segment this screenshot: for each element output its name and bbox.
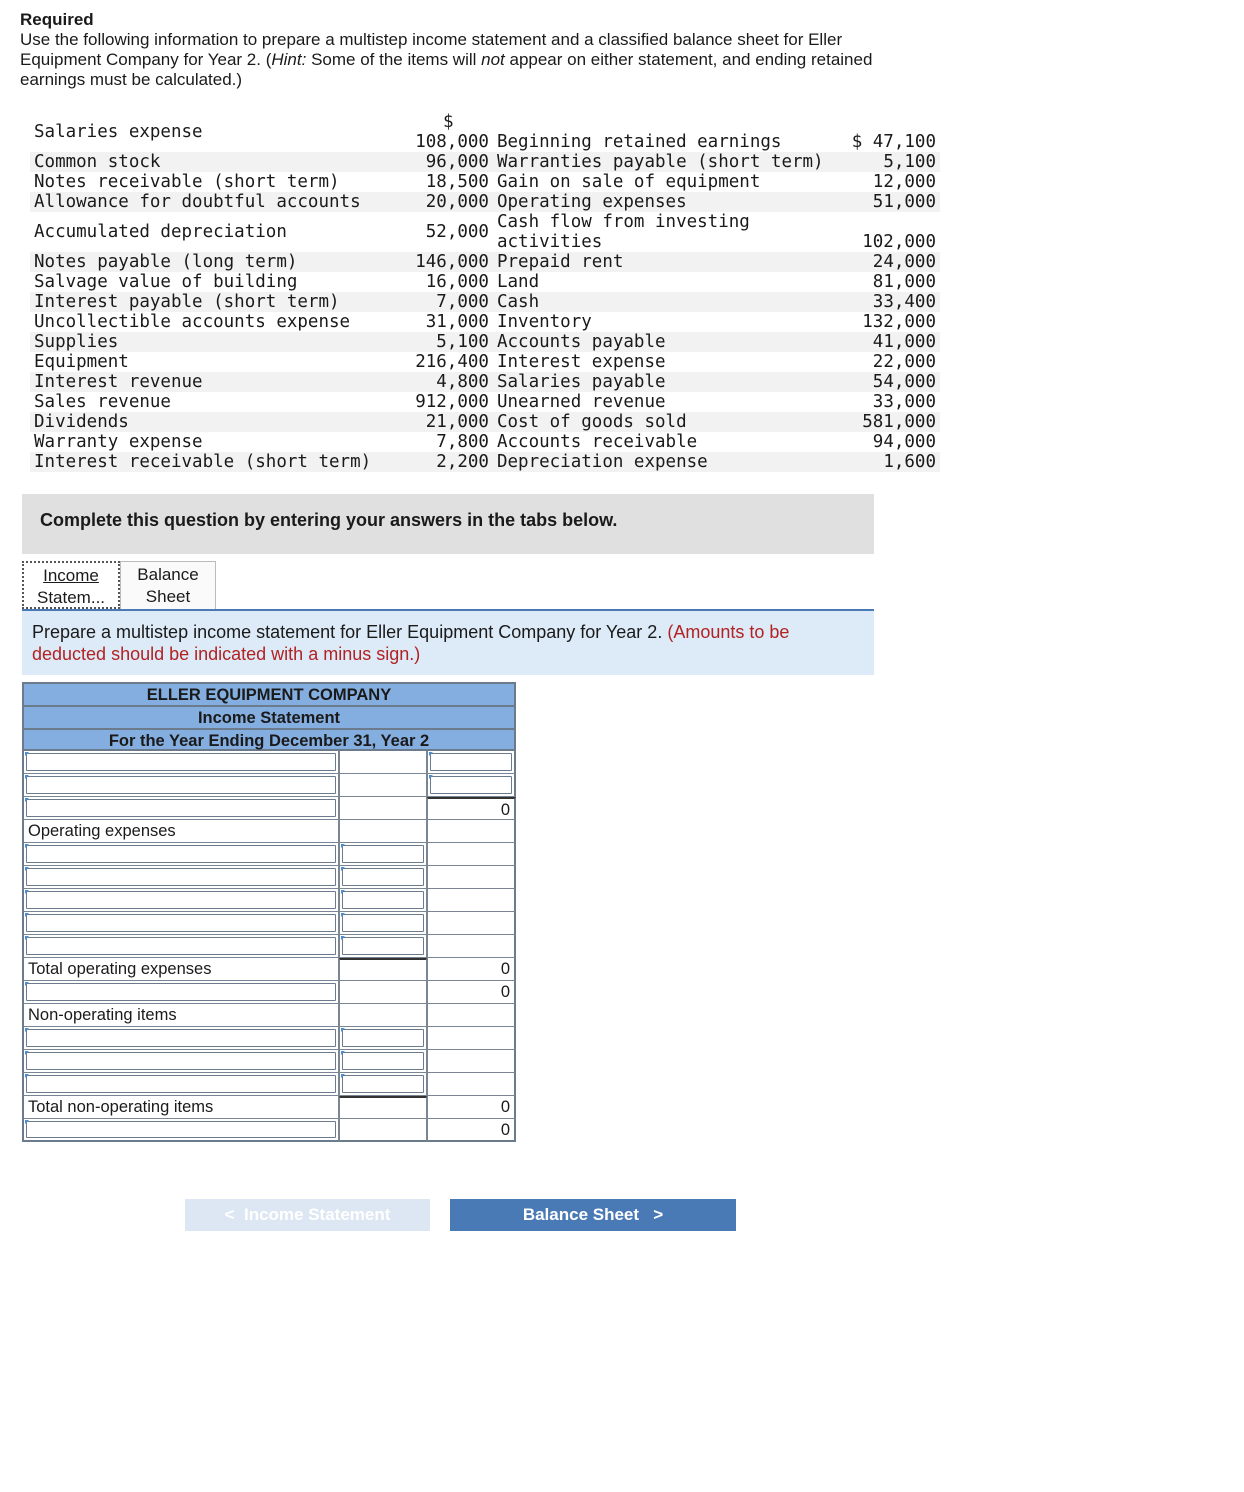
statement-period: For the Year Ending December 31, Year 2 (22, 728, 516, 751)
item-amount: 21,000 (404, 412, 493, 432)
account-cell (22, 1050, 339, 1073)
account-items-table (30, 112, 940, 472)
items-row (30, 192, 940, 212)
currency-symbol: $ (443, 112, 454, 132)
item-name: Interest receivable (short term) (30, 452, 404, 472)
item-name: Salvage value of building (34, 272, 298, 292)
item-amount: 41,000 (846, 332, 940, 352)
item-name: Gain on sale of equipment (496, 172, 761, 192)
amount-cell (427, 843, 516, 866)
account-input[interactable] (26, 845, 336, 863)
account-cell (22, 1096, 339, 1119)
amount-cell (427, 1119, 516, 1142)
statement-title: Income Statement (22, 705, 516, 728)
item-amount-value: 108,000 (415, 132, 489, 152)
items-row (30, 152, 940, 172)
statement-row (22, 751, 516, 774)
account-cell (22, 820, 339, 843)
amount-input[interactable] (430, 776, 512, 794)
tab-balance-sheet-line1: Balance (137, 565, 199, 584)
row-label: Total operating expenses (28, 960, 212, 978)
item-amount: 2,200 (404, 452, 493, 472)
item-name: Common stock (30, 152, 404, 172)
amount-cell (339, 797, 427, 820)
item-name: Accounts payable (493, 332, 846, 352)
item-amount: 4,800 (404, 372, 493, 392)
amount-cell (339, 912, 427, 935)
statement-row (22, 1119, 516, 1142)
item-amount: 24,000 (846, 252, 940, 272)
amount-cell (427, 866, 516, 889)
computed-total: 0 (500, 983, 510, 1001)
amount-input[interactable] (342, 937, 424, 955)
item-amount: 5,100 (404, 332, 493, 352)
amount-cell (427, 1004, 516, 1027)
item-amount: 94,000 (872, 432, 936, 452)
item-amount: 51,000 (846, 192, 940, 212)
amount-cell (427, 889, 516, 912)
account-input[interactable] (26, 1075, 336, 1093)
item-name: Accounts receivable (496, 432, 698, 452)
item-amount: 33,000 (872, 392, 936, 412)
item-amount (404, 112, 493, 152)
amount-cell (339, 1004, 427, 1027)
amount-cell (427, 820, 516, 843)
account-cell (22, 889, 339, 912)
amount-cell (339, 843, 427, 866)
item-name: Cost of goods sold (493, 412, 846, 432)
account-input[interactable] (26, 753, 336, 771)
amount-cell (339, 1119, 427, 1142)
items-row (30, 372, 940, 392)
item-name: Interest expense (496, 352, 666, 372)
item-name: Cash flow from investing activities (496, 212, 750, 252)
amount-input[interactable] (342, 1075, 424, 1093)
item-amount: 7,000 (404, 292, 493, 312)
row-label: Operating expenses (28, 822, 176, 840)
item-name: Notes payable (long term) (30, 252, 404, 272)
items-row (30, 212, 940, 252)
statement-row (22, 774, 516, 797)
statement-row (22, 820, 516, 843)
statement-row (22, 1004, 516, 1027)
next-tab-label: Balance Sheet (522, 1205, 640, 1224)
amount-cell (427, 751, 516, 774)
prev-tab-button[interactable]: < Income Statement (185, 1199, 430, 1231)
statement-row (22, 1073, 516, 1096)
statement-row (22, 1050, 516, 1073)
item-name: Depreciation expense (493, 452, 846, 472)
items-row (30, 392, 940, 412)
amount-input[interactable] (342, 845, 424, 863)
amount-cell (339, 935, 427, 958)
amount-cell (339, 1073, 427, 1096)
item-name: Cash (493, 292, 846, 312)
item-amount: 96,000 (404, 152, 493, 172)
account-input[interactable] (26, 983, 336, 1001)
item-name: Unearned revenue (496, 392, 666, 412)
amount-cell (339, 981, 427, 1004)
item-name: Sales revenue (34, 392, 171, 412)
account-input[interactable] (26, 1121, 336, 1138)
tab-balance-sheet[interactable] (120, 561, 216, 609)
account-cell (22, 935, 339, 958)
computed-total: 0 (500, 1098, 510, 1116)
amount-input[interactable] (342, 914, 424, 932)
items-row (30, 172, 940, 192)
amount-input[interactable] (342, 1052, 424, 1070)
tab-income-statement-line2: Statem... (36, 588, 106, 607)
row-label: Total non-operating items (28, 1098, 214, 1116)
item-name: Dividends (30, 412, 404, 432)
computed-total: 0 (500, 1121, 510, 1139)
item-amount: 146,000 (404, 252, 493, 272)
statement-row (22, 935, 516, 958)
account-input[interactable] (26, 1029, 336, 1047)
tab-income-statement[interactable] (22, 561, 120, 609)
account-input[interactable] (26, 799, 336, 817)
account-cell (22, 1073, 339, 1096)
account-cell (22, 1027, 339, 1050)
amount-cell (339, 820, 427, 843)
account-input[interactable] (26, 914, 336, 932)
item-name: Equipment (34, 352, 129, 372)
item-name: Uncollectible accounts expense (34, 312, 351, 332)
item-amount: 581,000 (846, 412, 940, 432)
account-cell (22, 912, 339, 935)
item-name: Notes receivable (short term) (34, 172, 340, 192)
amount-cell (339, 774, 427, 797)
item-amount: 33,400 (846, 292, 940, 312)
item-name: Inventory (496, 312, 592, 332)
tab-balance-sheet-line2: Sheet (145, 587, 191, 606)
account-cell (22, 1004, 339, 1027)
computed-total: 0 (500, 801, 510, 819)
account-cell (22, 866, 339, 889)
account-cell (22, 981, 339, 1004)
amount-cell (427, 797, 516, 820)
item-name: Supplies (30, 332, 404, 352)
item-amount: 132,000 (862, 312, 936, 332)
prev-tab-label: Income Statement (243, 1205, 391, 1224)
amount-cell (427, 981, 516, 1004)
items-row (30, 252, 940, 272)
item-amount: 81,000 (872, 272, 936, 292)
item-amount: 7,800 (436, 432, 489, 452)
statement-row (22, 1096, 516, 1119)
item-amount: 1,600 (846, 452, 940, 472)
item-name: Warranty expense (34, 432, 203, 452)
statement-row (22, 981, 516, 1004)
item-amount: 54,000 (846, 372, 940, 392)
item-name: Accumulated depreciation (34, 222, 287, 242)
amount-cell (339, 889, 427, 912)
item-name: Allowance for doubtful accounts (30, 192, 404, 212)
amount-cell (339, 1096, 427, 1119)
item-amount: 18,500 (425, 172, 489, 192)
statement-row (22, 1027, 516, 1050)
amount-cell (339, 1027, 427, 1050)
item-name: Interest payable (short term) (30, 292, 404, 312)
items-row (30, 412, 940, 432)
amount-input[interactable] (342, 891, 424, 909)
items-row (30, 332, 940, 352)
item-amount: 16,000 (425, 272, 489, 292)
item-name: Beginning retained earnings (496, 132, 782, 152)
amount-input[interactable] (342, 868, 424, 886)
item-name: Prepaid rent (493, 252, 846, 272)
answer-tabs (22, 561, 216, 609)
amount-cell (427, 958, 516, 981)
item-name: Land (496, 272, 540, 292)
amount-cell (427, 1027, 516, 1050)
account-input[interactable] (26, 937, 336, 955)
account-cell (22, 843, 339, 866)
amount-cell (427, 935, 516, 958)
item-amount: 5,100 (846, 152, 940, 172)
account-input[interactable] (26, 776, 336, 794)
account-cell (22, 751, 339, 774)
amount-input[interactable] (342, 1029, 424, 1047)
computed-total: 0 (500, 960, 510, 978)
statement-row (22, 866, 516, 889)
account-cell (22, 1119, 339, 1142)
item-amount: 20,000 (404, 192, 493, 212)
required-heading: Required (20, 10, 94, 29)
required-instructions: Use the following information to prepare a multistep income statement and a classified balance sheet for Eller Equipment Company for Year 2. (Hint: Some of the items will not appear on either statement, and ending retained earnings must be calculated.) (20, 30, 873, 89)
statement-row (22, 797, 516, 820)
company-name: ELLER EQUIPMENT COMPANY (22, 682, 516, 705)
item-amount: $ 47,100 (851, 132, 936, 152)
item-amount: 216,400 (415, 352, 489, 372)
complete-question-banner: Complete this question by entering your answers in the tabs below. (22, 494, 874, 554)
item-amount: 31,000 (425, 312, 489, 332)
amount-cell (427, 1050, 516, 1073)
item-amount: 22,000 (872, 352, 936, 372)
amount-cell (427, 912, 516, 935)
account-cell (22, 774, 339, 797)
items-row (30, 272, 940, 292)
items-row (30, 452, 940, 472)
items-row (30, 352, 940, 372)
amount-cell (339, 958, 427, 981)
item-amount: 52,000 (425, 222, 489, 242)
tab-income-statement-line1: Income (43, 566, 99, 585)
tab-instructions: Prepare a multistep income statement for Eller Equipment Company for Year 2. (Amounts to be deducted should be indicated with a minus sign.) (22, 611, 874, 675)
item-amount: 102,000 (862, 232, 936, 252)
item-amount: 912,000 (415, 392, 489, 412)
next-tab-button[interactable]: Balance Sheet > (450, 1199, 736, 1231)
account-cell (22, 797, 339, 820)
item-name: Warranties payable (short term) (493, 152, 846, 172)
amount-cell (427, 1073, 516, 1096)
item-name: Salaries expense (34, 122, 203, 142)
account-input[interactable] (26, 891, 336, 909)
account-input[interactable] (26, 868, 336, 886)
item-amount: 12,000 (872, 172, 936, 192)
statement-row (22, 889, 516, 912)
amount-cell (339, 751, 427, 774)
account-cell (22, 958, 339, 981)
statement-row (22, 912, 516, 935)
statement-row (22, 843, 516, 866)
items-row (30, 292, 940, 312)
amount-input[interactable] (430, 753, 512, 771)
income-statement-form (22, 682, 516, 1142)
row-label: Non-operating items (28, 1006, 177, 1024)
item-name: Operating expenses (493, 192, 846, 212)
item-name: Interest revenue (30, 372, 404, 392)
amount-cell (339, 1050, 427, 1073)
amount-cell (339, 866, 427, 889)
items-row (30, 312, 940, 332)
amount-cell (427, 774, 516, 797)
amount-cell (427, 1096, 516, 1119)
item-name: Salaries payable (493, 372, 846, 392)
items-row (30, 112, 940, 152)
account-input[interactable] (26, 1052, 336, 1070)
statement-row (22, 958, 516, 981)
items-row (30, 432, 940, 452)
